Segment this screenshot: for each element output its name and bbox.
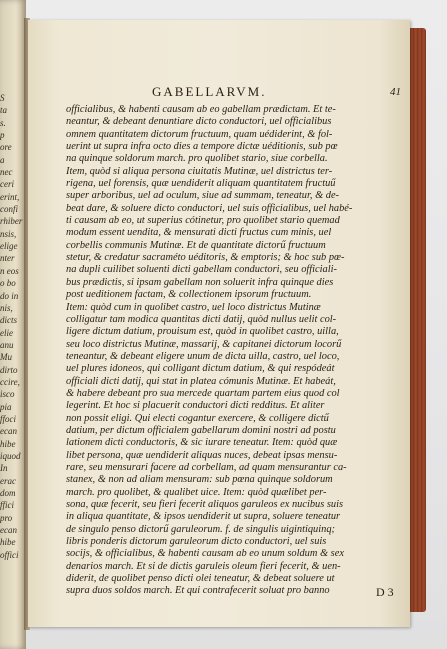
text-line: non possit eligi. Qui electi cogantur exercere, & colligere dictű <box>66 412 329 424</box>
text-line: Item: quòd cum in quolibet castro, uel loco districtus Mutinæ <box>66 301 321 313</box>
facing-page-line: nec <box>0 167 13 178</box>
facing-page-line: elige <box>0 241 18 252</box>
text-line: libris ponderis dictorum garuleorum dicto conductori, uel suis <box>66 536 327 548</box>
facing-page-line: nter <box>0 253 15 264</box>
text-line: & habere debeant pro sua mercede quartam partem eius quod col <box>66 387 340 399</box>
facing-page-line: erac <box>0 475 16 486</box>
facing-page-line: erint, <box>0 191 20 202</box>
facing-page-line: ceri <box>0 179 14 190</box>
text-line: uerint ut supra infra octo dies a tempore dictæ uéditionis, sub pœ <box>66 141 338 153</box>
text-line: super arboribus, uel ad oculum, siue ad summam, teneatur, & de- <box>66 190 340 202</box>
text-line: rigena, uel forensis, quæ uendiderit aliquam quantitatem fructuű <box>66 178 336 190</box>
text-line: omnem quantitatem dictorum fructuum, quam uédiderint, & fol- <box>66 128 333 140</box>
text-line: na dupli cuilibet soluenti dicti gabellam conductori, seu officiali- <box>66 264 337 276</box>
facing-page-line: p <box>0 130 5 141</box>
text-line: denarios march. Et si de dictis garuleis oleum fieri fecerit, & uen- <box>66 560 341 572</box>
text-line: corbellis communis Mutinæ. Et de quantitate dictorű fructuum <box>66 239 326 251</box>
text-line: officialibus, & habenti causam ab eo gabellam prædictam. Et te- <box>66 104 336 115</box>
facing-page-line: nis, <box>0 302 13 313</box>
facing-page-line: offici <box>0 549 19 560</box>
text-line: in aliqua quantitate, & ipsos uendiderit ut supra, soluere teneatur <box>66 511 341 523</box>
facing-page-line: ffoci <box>0 413 16 424</box>
text-line: stetur, & credatur sacraméto uéditoris, & emptoris; & hoc sub pœ- <box>66 252 345 264</box>
facing-page-line: In <box>0 463 8 474</box>
text-line: datium, per dictum officialem gabellarum domini nostri ad postu <box>66 424 336 436</box>
text-line: uel plures idoneos, qui colligant dictum datium, & qui respódeát <box>66 363 335 375</box>
facing-page-line: elie <box>0 327 13 338</box>
facing-page-line: n eos <box>0 265 19 276</box>
facing-page-line: ecan <box>0 525 17 536</box>
text-line: teneantur, & debeant eligere unum de dicta uilla, castro, uel loco, <box>66 350 340 362</box>
facing-page-line: ecan <box>0 426 17 437</box>
text-line: seu loco districtus Mutinæ, massarij, & capitanei dictorum locorű <box>66 338 342 350</box>
facing-page-line: dirto <box>0 364 18 375</box>
text-line: legerint. Et hoc si placuerit conductori dicti redditus. Et aliter <box>66 400 325 412</box>
text-line: post ueditionem factam, & collectionem ipsorum fructuum. <box>66 289 312 301</box>
facing-page-line: ta <box>0 105 8 116</box>
book-page-edges <box>410 28 426 612</box>
facing-page-line: nsis, <box>0 228 17 239</box>
page-number: 41 <box>390 86 401 98</box>
text-line: beat dare, & soluere dicto conductori, uel suis officialibus, uel habé- <box>66 202 353 214</box>
facing-page-line: S <box>0 93 5 103</box>
text-line: supra duos soldos march. Et qui contrafecerit soluat pro banno <box>66 585 330 597</box>
facing-page-line: iquod <box>0 450 21 461</box>
text-line: lationem dicti conductoris, & sic iurare teneatur. Item: quòd quæ <box>66 437 338 449</box>
facing-page-line: pro <box>0 512 13 523</box>
facing-page-line: confi <box>0 204 18 215</box>
facing-page-line: Mu <box>0 352 12 363</box>
text-line: ti causam ab eo, ut superius cótinetur, pro quolibet stario quemad <box>66 215 340 227</box>
facing-page-line: rhiber <box>0 216 23 227</box>
text-line: libet persona, quæ uendiderit aliquas nuces, debeat ipsas mensu- <box>66 449 338 461</box>
facing-page-line: o bo <box>0 278 16 289</box>
text-line: colligatur tam modica quantitas dicti datij, quòd nullus uelit col- <box>66 313 337 325</box>
text-line: modum essent uendita, & mensurati dicti fructus cum minis, uel <box>66 227 332 239</box>
text-line: march. pro quolibet, & qualibet uice. Item: quòd quælibet per- <box>66 486 327 498</box>
text-line: diderit, de quolibet penso dicti olei teneatur, & debeat soluere ut <box>66 573 335 585</box>
facing-page-line: do in <box>0 290 19 301</box>
text-line: de singulo penso dictorű garuleorum. f. de singulis uigintiquinq; <box>66 523 335 535</box>
running-head: GABELLARVM. <box>152 84 267 99</box>
text-line: Item, quòd si aliqua persona ciuitatis Mutinæ, uel districtus ter- <box>66 165 333 177</box>
text-line: officiali dicti datij, qui stat in platea cómunis Mutinæ. Et habeát, <box>66 375 336 387</box>
text-line: neantur, & debeant denuntiare dicto conductori, uel officialibus <box>66 116 332 128</box>
facing-page-fragment <box>0 0 26 649</box>
facing-page-line: dom <box>0 488 16 498</box>
text-line: bus prædictis, si ipsam gabellam non soluerit infra quinque dies <box>66 276 334 288</box>
signature-mark: D 3 <box>376 585 394 599</box>
text-line: socijs, & officialibus, & habenti causam ab eo unum soldum & sex <box>66 548 344 560</box>
text-line: ligere dictum datium, prouisum est, quòd in quolibet castro, uilla, <box>66 326 339 338</box>
facing-page-line: hibe <box>0 438 16 449</box>
text-line: na quinque soldorum march. pro quolibet stario, siue corbella. <box>66 153 328 165</box>
facing-page-line: dicts <box>0 315 17 326</box>
facing-page-line: ffici <box>0 500 14 511</box>
facing-page-text <box>0 92 26 561</box>
text-line: stanex, & non ad aliam mensuram: sub pœna quinque soldorum <box>66 474 333 486</box>
facing-page-line: a <box>0 154 5 165</box>
facing-page-line: isco <box>0 389 15 400</box>
facing-page-line: ccire, <box>0 376 20 387</box>
page-text-block <box>66 104 396 598</box>
text-line: sona, quæ fecerit, seu fieri fecerit aliquos garuleos ex nucibus suis <box>66 499 344 510</box>
text-line: rare, seu mensurari facere ad corbellam, ad quam mensurantur ca- <box>66 461 347 473</box>
facing-page-line: pia <box>0 401 12 412</box>
facing-page-line: s. <box>0 117 6 128</box>
facing-page-line: ore <box>0 142 12 153</box>
facing-page-line: hibe <box>0 537 16 548</box>
facing-page-line: anu <box>0 339 14 350</box>
